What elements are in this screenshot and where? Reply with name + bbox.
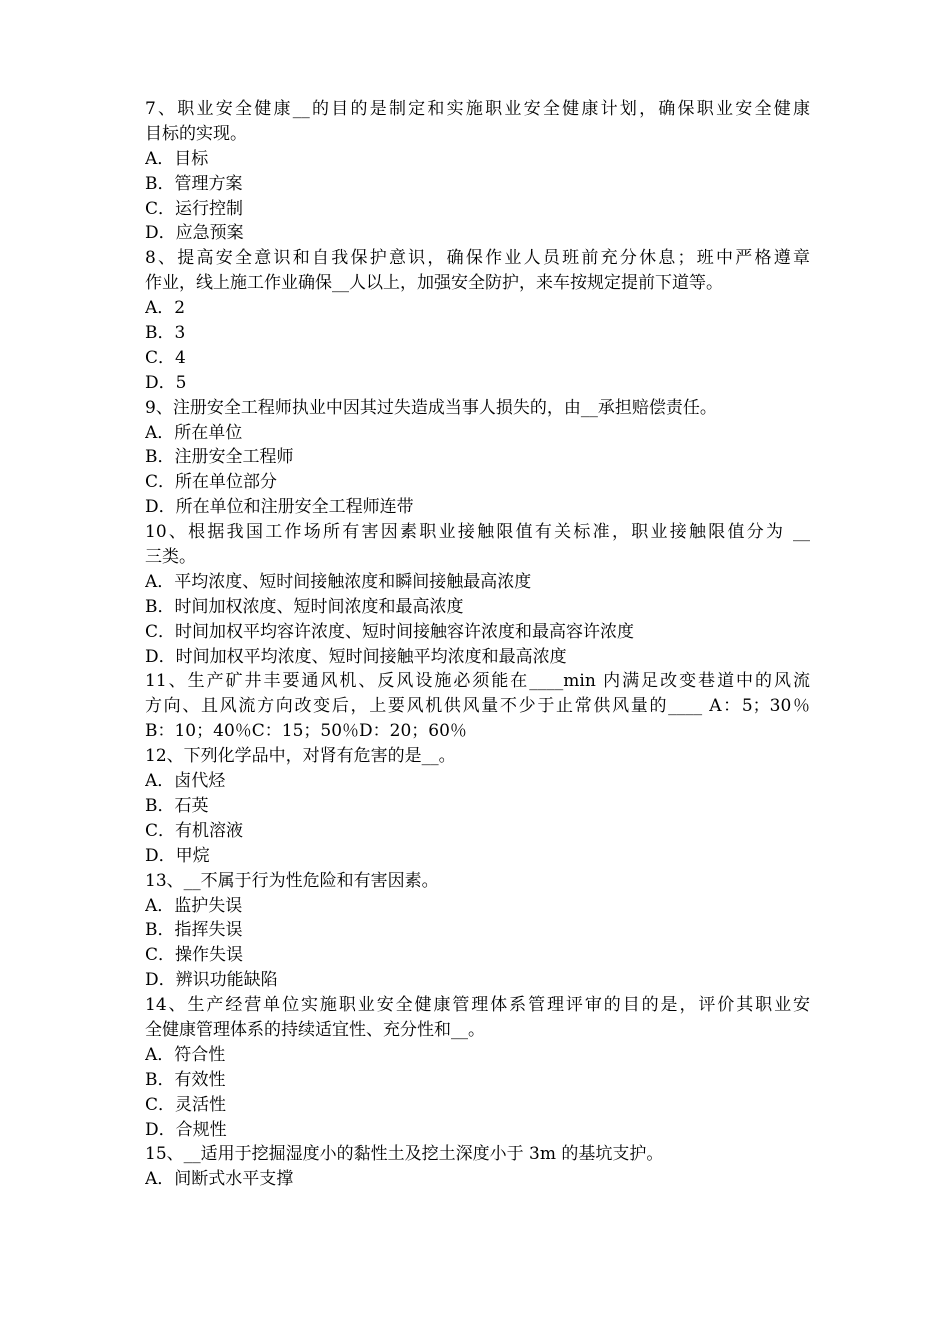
text-line: C．灵活性 xyxy=(145,1094,227,1115)
text-line: A．符合性 xyxy=(145,1044,226,1065)
text-line: B．有效性 xyxy=(145,1069,226,1090)
text-line: 9、注册安全工程师执业中因其过失造成当事人损失的，由__承担赔偿责任。 xyxy=(145,397,717,418)
text-line: 全健康管理体系的持续适宜性、充分性和__。 xyxy=(145,1019,485,1040)
text-line: D．5 xyxy=(145,372,187,393)
text-line: 14、生产经营单位实施职业安全健康管理体系管理评审的目的是，评价其职业安 xyxy=(145,995,810,1016)
text-line: 目标的实现。 xyxy=(145,123,247,144)
text-line: B．3 xyxy=(145,323,186,344)
text-line: D．时间加权平均浓度、短时间接触平均浓度和最高浓度 xyxy=(145,646,567,667)
text-line: C．运行控制 xyxy=(145,198,244,219)
text-line: D．所在单位和注册安全工程师连带 xyxy=(145,497,414,518)
text-line: B：10；40％C：15；50％D：20；60％ xyxy=(145,721,467,742)
text-line: A．目标 xyxy=(145,148,209,169)
text-line: C．4 xyxy=(145,347,186,368)
text-line: D．辨识功能缺陷 xyxy=(145,970,278,991)
text-line: B．石英 xyxy=(145,795,209,816)
text-line: 11、生产矿井丰要通风机、反风设施必须能在____min 内满足改变巷道中的风流 xyxy=(145,671,810,692)
text-line: 三类。 xyxy=(145,547,196,568)
text-line: B．时间加权浓度、短时间浓度和最高浓度 xyxy=(145,596,464,617)
text-line: 方向、且风流方向改变后，上要风机供风量不少于止常供风量的____ A：5；30％ xyxy=(145,696,810,717)
text-line: C．操作失误 xyxy=(145,945,244,966)
text-line: A．卤代烃 xyxy=(145,771,226,792)
text-line: 8、提高安全意识和自我保护意识，确保作业人员班前充分休息；班中严格遵章 xyxy=(145,248,810,269)
text-line: 15、__适用于挖掘湿度小的黏性土及挖土深度小于 3m 的基坑支护。 xyxy=(145,1144,664,1165)
text-line: A．2 xyxy=(145,298,186,319)
text-line: 7、职业安全健康__的目的是制定和实施职业安全健康计划，确保职业安全健康 xyxy=(145,99,810,119)
text-line: C．有机溶液 xyxy=(145,820,244,841)
text-line: A．所在单位 xyxy=(145,422,243,443)
text-line: C．时间加权平均容许浓度、短时间接触容许浓度和最高容许浓度 xyxy=(145,621,635,642)
text-line: A．平均浓度、短时间接触浓度和瞬间接触最高浓度 xyxy=(145,571,532,592)
text-line: B．指挥失误 xyxy=(145,920,243,941)
text-line: 13、__不属于行为性危险和有害因素。 xyxy=(145,870,439,891)
text-line: A．间断式水平支撑 xyxy=(145,1169,294,1190)
text-line: 作业，线上施工作业确保__人以上，加强安全防护，来车按规定提前下道等。 xyxy=(145,273,723,294)
text-line: D．应急预案 xyxy=(145,223,244,244)
text-line: 12、下列化学品中，对肾有危害的是__。 xyxy=(145,746,456,767)
document-page xyxy=(145,97,810,1192)
text-line: B．注册安全工程师 xyxy=(145,447,294,468)
text-line: D．甲烷 xyxy=(145,845,210,866)
text-line: C．所在单位部分 xyxy=(145,472,278,493)
text-line: D．合规性 xyxy=(145,1119,227,1140)
text-line: B．管理方案 xyxy=(145,173,243,194)
text-line: 10、根据我国工作场所有害因素职业接触限值有关标准，职业接触限值分为 __ xyxy=(145,522,810,543)
text-line: A．监护失误 xyxy=(145,895,243,916)
